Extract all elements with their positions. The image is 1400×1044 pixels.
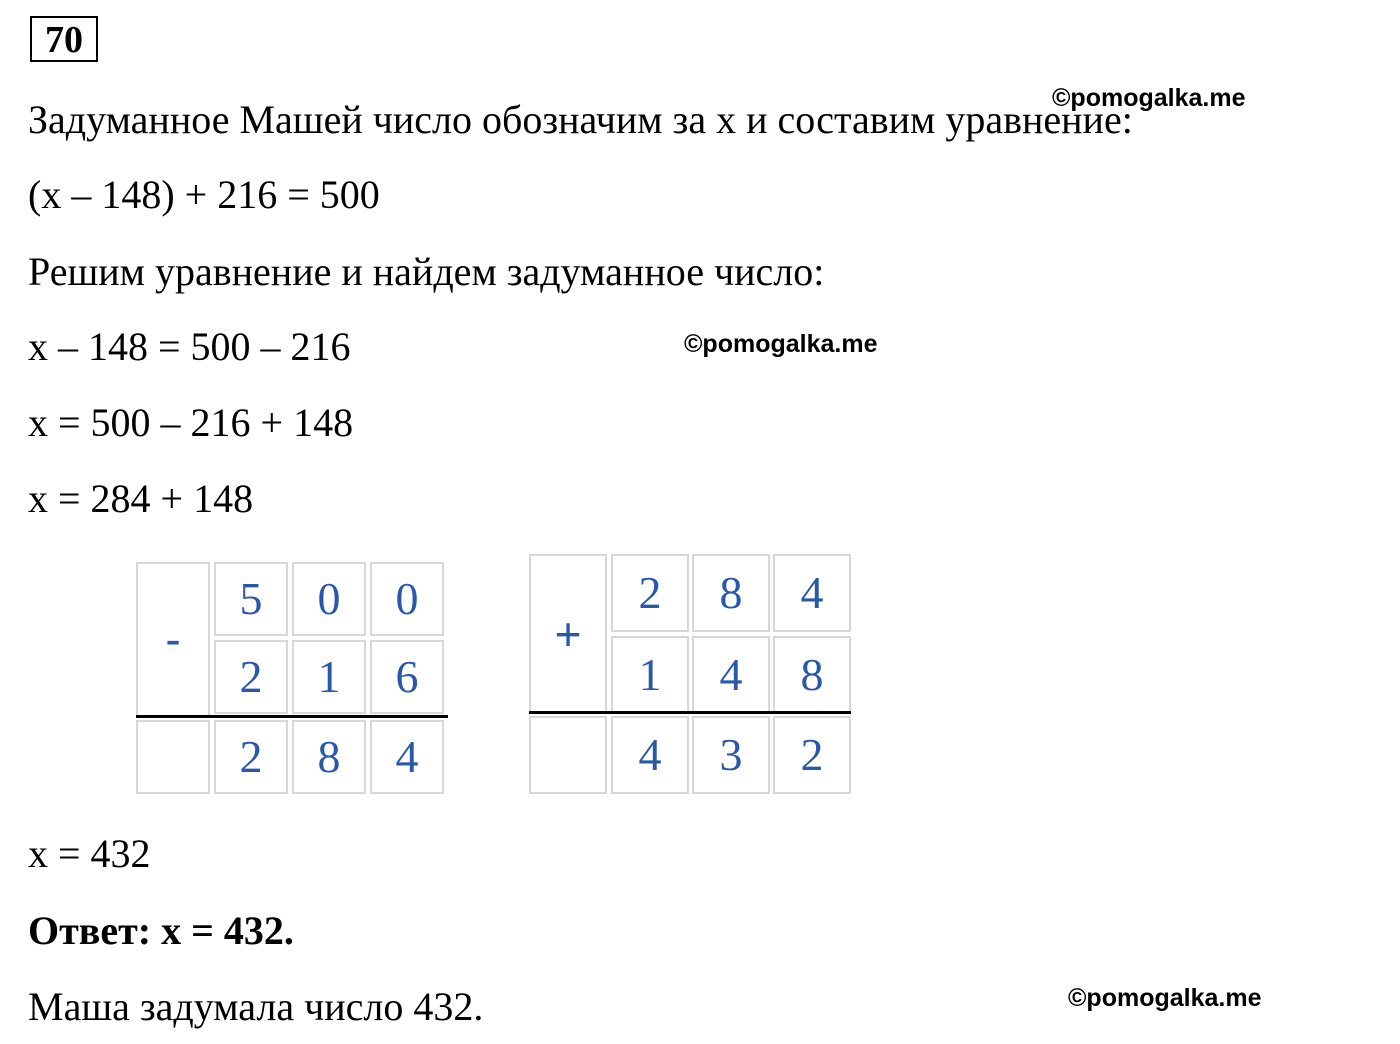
step1-line: x – 148 = 500 – 216 [28,324,351,369]
solve-intro-text: Решим уравнение и найдем задуманное число: [28,249,825,294]
sub-digit: 5 [214,562,288,636]
watermark-middle: ©pomogalka.me [684,330,878,358]
watermark-bottom: ©pomogalka.me [1068,984,1262,1012]
add-result-digit: 2 [773,716,851,794]
add-digit: 8 [692,554,770,632]
watermark-top: ©pomogalka.me [1052,84,1246,112]
conclusion-line: Маша задумала число 432. [28,984,484,1029]
step3-line: x = 284 + 148 [28,476,254,521]
add-result-digit: 3 [692,716,770,794]
intro-text: Задуманное Машей число обозначим за x и составим уравнение: [28,97,1133,142]
add-digit: 4 [773,554,851,632]
step2-line: x = 500 – 216 + 148 [28,400,354,445]
sub-digit: 6 [370,640,444,714]
addition-column [529,554,851,796]
equation-line: (x – 148) + 216 = 500 [28,172,380,217]
add-result-line [529,711,851,714]
sub-digit: 0 [292,562,366,636]
result-line: x = 432 [28,831,151,876]
add-digit: 8 [773,636,851,714]
sub-result-digit: 8 [292,720,366,794]
sub-result-line [136,715,448,718]
sub-digit: 0 [370,562,444,636]
subtraction-column [136,562,448,798]
add-result-digit: 4 [611,716,689,794]
sub-result-digit: 4 [370,720,444,794]
add-empty-cell [529,716,607,794]
answer-line: Ответ: x = 432. [28,908,294,953]
sub-digit: 1 [292,640,366,714]
sub-result-digit: 2 [214,720,288,794]
plus-sign: + [529,554,607,714]
problem-number: 70 [30,16,98,62]
add-digit: 1 [611,636,689,714]
minus-sign: - [136,562,210,718]
sub-digit: 2 [214,640,288,714]
sub-empty-cell [136,720,210,794]
add-digit: 2 [611,554,689,632]
add-digit: 4 [692,636,770,714]
